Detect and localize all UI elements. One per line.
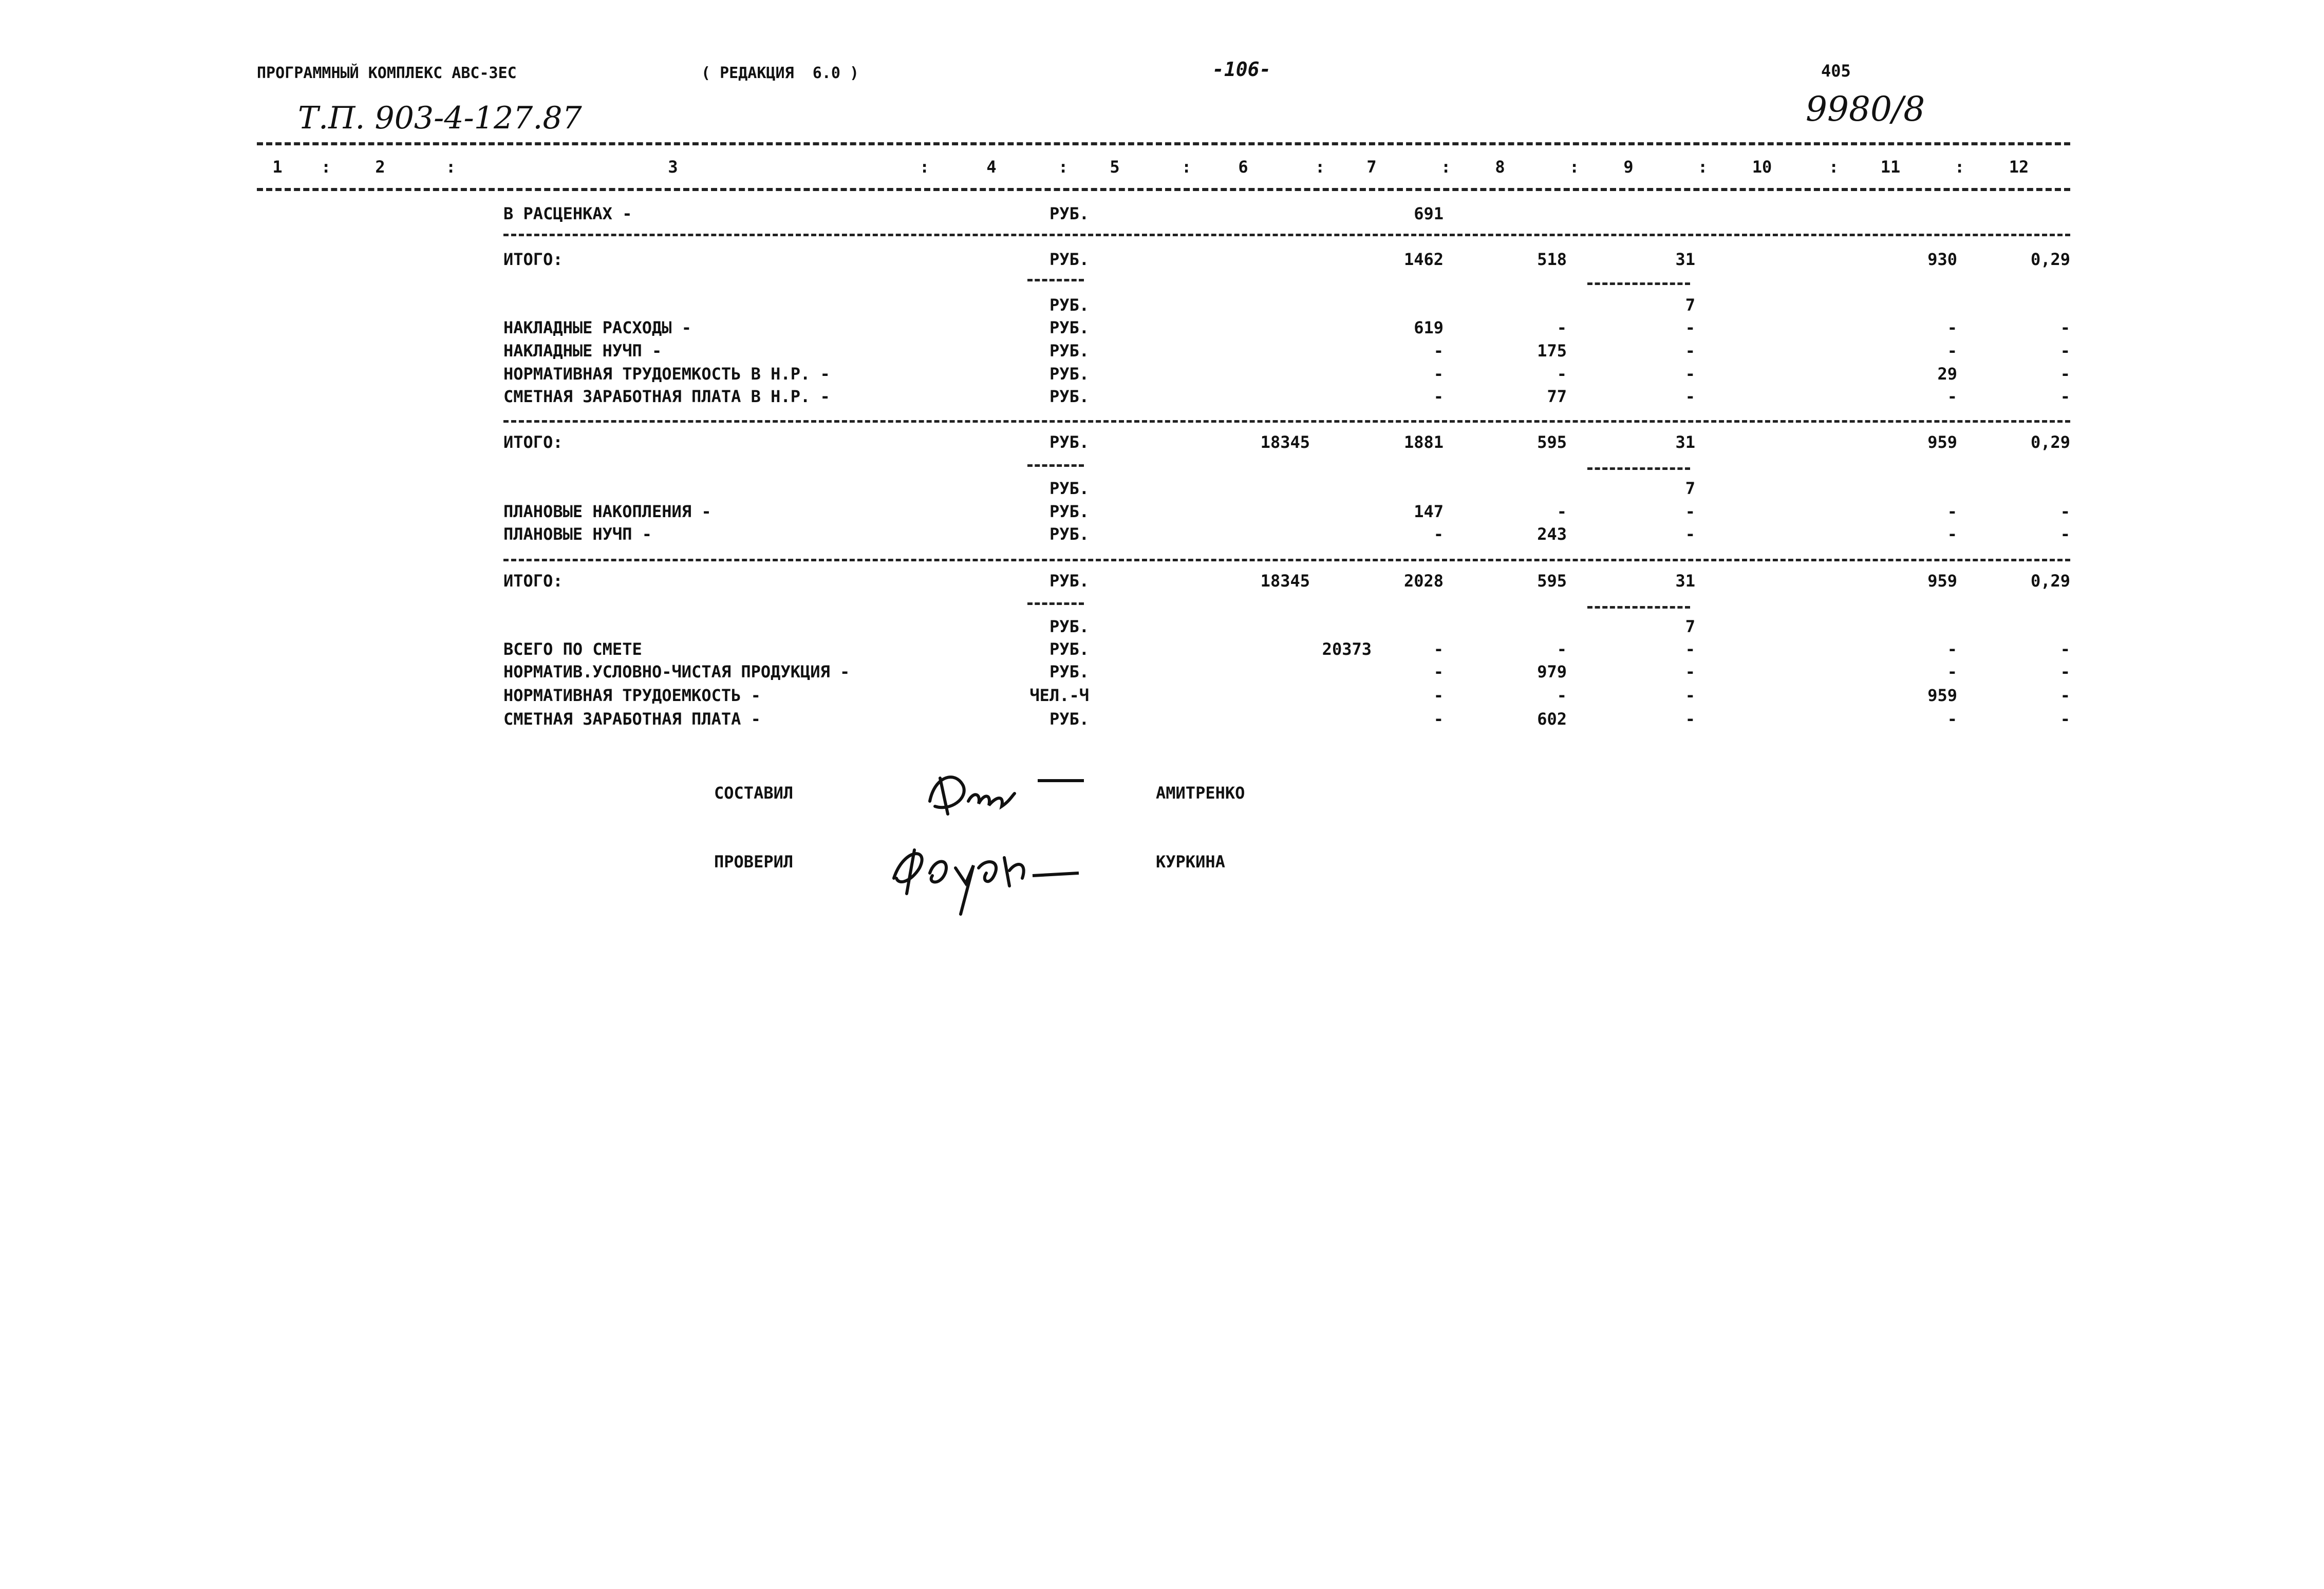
row-value: -	[2060, 686, 2070, 705]
row-unit: РУБ.	[1049, 709, 1089, 729]
row-value: 930	[1927, 250, 1957, 269]
value-underline	[1587, 606, 1690, 609]
section-rule	[503, 420, 2070, 423]
program-title: ПРОГРАММНЫЙ КОМПЛЕКС АВС-ЗЕС	[257, 64, 517, 82]
row-unit: РУБ.	[1049, 318, 1089, 337]
row-unit: РУБ.	[1049, 432, 1089, 452]
checked-signature	[884, 837, 1099, 919]
row-value: 31	[1675, 250, 1695, 269]
row-value: 7	[1685, 617, 1695, 636]
row-value: -	[1685, 387, 1695, 406]
row-value: 7	[1685, 295, 1695, 315]
row-value: 0,29	[2030, 432, 2070, 452]
row-value: 147	[1414, 502, 1444, 521]
compiled-name: АМИТРЕНКО	[1156, 783, 1245, 803]
column-header: 12	[2009, 157, 2029, 177]
row-unit: РУБ.	[1049, 364, 1089, 384]
row-unit: РУБ.	[1049, 617, 1089, 636]
row-value: -	[1685, 364, 1695, 384]
row-value: -	[1947, 318, 1957, 337]
row-label: НОРМАТИВНАЯ ТРУДОЕМКОСТЬ -	[503, 686, 761, 705]
row-value: -	[2060, 387, 2070, 406]
row-value: -	[1557, 639, 1567, 659]
column-header: 6	[1238, 157, 1248, 177]
row-value: -	[1557, 502, 1567, 521]
row-value: -	[2060, 341, 2070, 361]
row-label: НОРМАТИВ.УСЛОВНО-ЧИСТАЯ ПРОДУКЦИЯ -	[503, 662, 850, 682]
column-header: 8	[1495, 157, 1505, 177]
row-value: -	[1685, 686, 1695, 705]
row-value: -	[1433, 662, 1444, 682]
row-value: 518	[1537, 250, 1567, 269]
row-value: 18345	[1260, 432, 1310, 452]
row-value: -	[1947, 524, 1957, 544]
row-value: -	[1685, 662, 1695, 682]
header-top-rule	[257, 142, 2070, 145]
row-value: -	[1433, 341, 1444, 361]
row-value: -	[1685, 318, 1695, 337]
column-separator: :	[1569, 157, 1580, 177]
row-unit: ЧЕЛ.-Ч	[1029, 686, 1089, 705]
row-label: ИТОГО:	[503, 250, 563, 269]
column-header: 5	[1110, 157, 1120, 177]
row-label: ИТОГО:	[503, 571, 563, 591]
row-value: 31	[1675, 432, 1695, 452]
row-label: ПЛАНОВЫЕ НУЧП -	[503, 524, 652, 544]
row-value: 7	[1685, 479, 1695, 498]
row-unit: РУБ.	[1049, 341, 1089, 361]
row-label: СМЕТНАЯ ЗАРАБОТНАЯ ПЛАТА В Н.Р. -	[503, 387, 830, 406]
unit-underline	[1027, 279, 1084, 281]
column-separator: :	[920, 157, 930, 177]
row-unit: РУБ.	[1049, 250, 1089, 269]
row-value: 175	[1537, 341, 1567, 361]
row-value: -	[1433, 364, 1444, 384]
row-value: 595	[1537, 571, 1567, 591]
column-header: 10	[1752, 157, 1772, 177]
row-value: -	[1947, 639, 1957, 659]
row-value: 1462	[1403, 250, 1444, 269]
row-value: 691	[1414, 204, 1444, 223]
row-value: -	[2060, 709, 2070, 729]
row-value: 18345	[1260, 571, 1310, 591]
row-value: -	[1557, 318, 1567, 337]
row-value: 2028	[1403, 571, 1444, 591]
row-value: -	[1947, 662, 1957, 682]
row-unit: РУБ.	[1049, 524, 1089, 544]
column-separator: :	[1955, 157, 1965, 177]
row-unit: РУБ.	[1049, 295, 1089, 315]
column-separator: :	[1829, 157, 1839, 177]
row-label: НОРМАТИВНАЯ ТРУДОЕМКОСТЬ В Н.Р. -	[503, 364, 830, 384]
row-value: -	[1685, 502, 1695, 521]
row-value: -	[1685, 341, 1695, 361]
row-value: -	[1433, 709, 1444, 729]
row-unit: РУБ.	[1049, 479, 1089, 498]
compiled-label: СОСТАВИЛ	[714, 783, 794, 803]
row-value: 29	[1937, 364, 1957, 384]
document-number: 9980/8	[1806, 89, 1925, 129]
value-underline	[1587, 282, 1690, 285]
column-header: 4	[986, 157, 997, 177]
column-separator: :	[1182, 157, 1192, 177]
section-rule	[503, 234, 2070, 236]
row-value: 0,29	[2030, 571, 2070, 591]
row-value: 602	[1537, 709, 1567, 729]
row-unit: РУБ.	[1049, 204, 1089, 223]
row-value: -	[2060, 639, 2070, 659]
row-value: -	[1947, 709, 1957, 729]
row-value: -	[1685, 639, 1695, 659]
row-value: 959	[1927, 432, 1957, 452]
row-value: -	[1947, 387, 1957, 406]
column-header: 9	[1623, 157, 1634, 177]
row-value: -	[2060, 502, 2070, 521]
column-header: 1	[272, 157, 283, 177]
column-separator: :	[321, 157, 331, 177]
row-value: -	[1557, 686, 1567, 705]
row-value: 959	[1927, 686, 1957, 705]
row-label: В РАСЦЕНКАХ -	[503, 204, 632, 223]
row-value: -	[1433, 387, 1444, 406]
row-value: -	[1433, 686, 1444, 705]
project-code: Т.П. 903-4-127.87	[298, 100, 582, 136]
value-underline	[1587, 467, 1690, 470]
row-value: -	[1947, 502, 1957, 521]
row-value: 595	[1537, 432, 1567, 452]
row-unit: РУБ.	[1049, 502, 1089, 521]
row-value: 1881	[1403, 432, 1444, 452]
column-header: 2	[375, 157, 385, 177]
row-value: 959	[1927, 571, 1957, 591]
row-value: -	[2060, 524, 2070, 544]
row-label: ИТОГО:	[503, 432, 563, 452]
row-value: -	[1433, 639, 1444, 659]
row-label: СМЕТНАЯ ЗАРАБОТНАЯ ПЛАТА -	[503, 709, 761, 729]
column-separator: :	[1441, 157, 1451, 177]
row-value: -	[1557, 364, 1567, 384]
row-value: 0,29	[2030, 250, 2070, 269]
row-label: НАКЛАДНЫЕ РАСХОДЫ -	[503, 318, 692, 337]
row-value: 243	[1537, 524, 1567, 544]
compiled-signature	[920, 765, 1104, 822]
row-label: ВСЕГО ПО СМЕТЕ	[503, 639, 642, 659]
edition-label: ( РЕДАКЦИЯ 6.0 )	[701, 64, 859, 82]
column-header: 7	[1366, 157, 1377, 177]
section-rule	[503, 559, 2070, 561]
row-value: -	[1433, 524, 1444, 544]
unit-underline	[1027, 464, 1084, 467]
row-unit: РУБ.	[1049, 662, 1089, 682]
checked-label: ПРОВЕРИЛ	[714, 852, 794, 872]
row-unit: РУБ.	[1049, 571, 1089, 591]
unit-underline	[1027, 602, 1084, 605]
page-number: -106-	[1212, 58, 1271, 81]
column-separator: :	[446, 157, 456, 177]
row-label: НАКЛАДНЫЕ НУЧП -	[503, 341, 662, 361]
column-separator: :	[1058, 157, 1069, 177]
column-separator: :	[1315, 157, 1325, 177]
column-header: 3	[668, 157, 678, 177]
row-value: 979	[1537, 662, 1567, 682]
row-value: 619	[1414, 318, 1444, 337]
row-value: 77	[1547, 387, 1567, 406]
column-separator: :	[1698, 157, 1708, 177]
row-value: -	[2060, 318, 2070, 337]
row-value: -	[2060, 364, 2070, 384]
row-value: 31	[1675, 571, 1695, 591]
row-value: -	[1685, 524, 1695, 544]
checked-name: КУРКИНА	[1156, 852, 1225, 872]
row-value: -	[2060, 662, 2070, 682]
row-value: -	[1947, 341, 1957, 361]
header-bottom-rule	[257, 188, 2070, 191]
row-label: ПЛАНОВЫЕ НАКОПЛЕНИЯ -	[503, 502, 711, 521]
row-value: 20373	[1322, 639, 1372, 659]
sheet-number: 405	[1821, 61, 1851, 81]
column-header: 11	[1880, 157, 1901, 177]
row-unit: РУБ.	[1049, 387, 1089, 406]
row-unit: РУБ.	[1049, 639, 1089, 659]
row-value: -	[1685, 709, 1695, 729]
